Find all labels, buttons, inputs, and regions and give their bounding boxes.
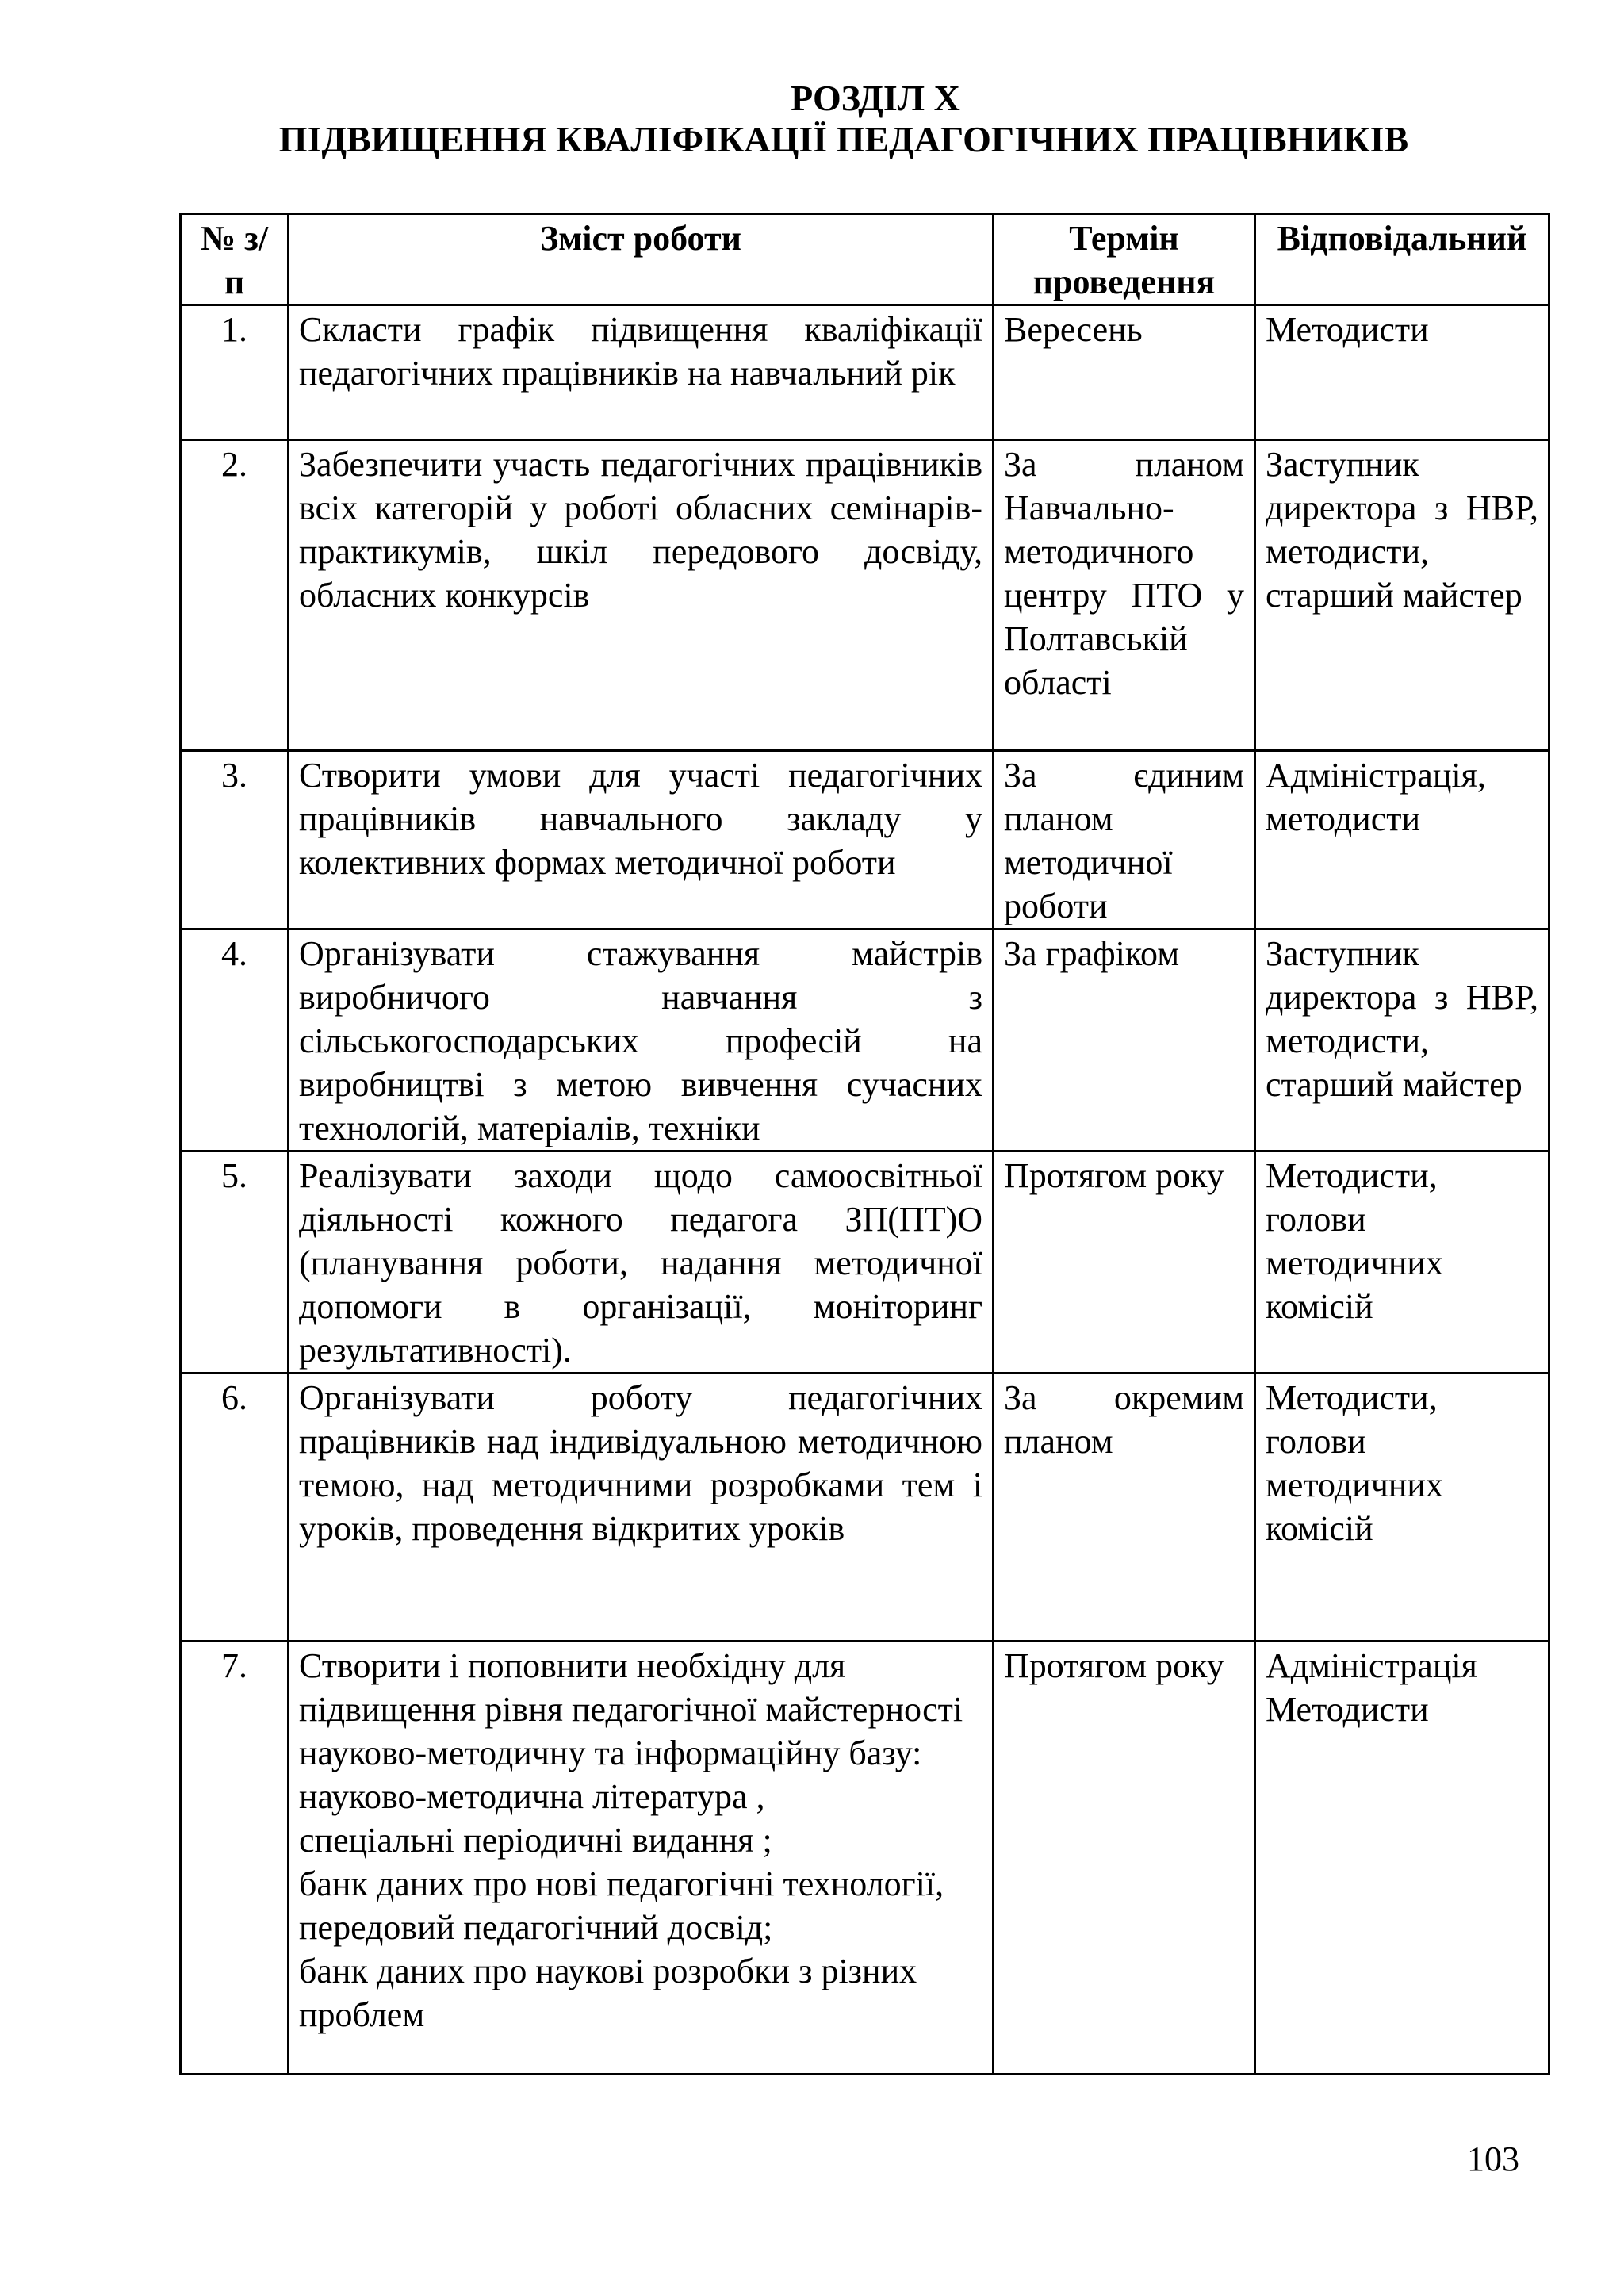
- content-line: Створити і поповнити необхідну для підвищення рівня педагогічної майстерності науково-методичну та інформаційну базу:: [299, 1646, 963, 1772]
- row-responsible: Заступник директора з НВР, методисти, старший майстер: [1255, 929, 1549, 1151]
- row-num: 5.: [181, 1151, 289, 1374]
- table-row: [181, 1642, 1549, 2075]
- row-num: 2.: [181, 440, 289, 751]
- row-num: 3.: [181, 751, 289, 929]
- table-row: [181, 751, 1549, 929]
- content-line: банк даних про наукові розробки з різних проблем: [299, 1952, 917, 2034]
- content-line: банк даних про нові педагогічні технології, передовий педагогічний досвід;: [299, 1864, 944, 1947]
- row-content: Створити умови для участі педагогічних працівників навчального закладу у колективних формах методичної роботи: [289, 751, 994, 929]
- row-responsible: Заступник директора з НВР, методисти, старший майстер: [1255, 440, 1549, 751]
- table-row: [181, 929, 1549, 1151]
- section-title: РОЗДІЛ X: [791, 78, 960, 118]
- row-term: За графіком: [994, 929, 1255, 1151]
- section-subtitle: ПІДВИЩЕННЯ КВАЛІФІКАЦІЇ ПЕДАГОГІЧНИХ ПРАЦІВНИКІВ: [278, 119, 1409, 159]
- row-term: Протягом року: [994, 1151, 1255, 1374]
- page-number: 103: [1467, 2140, 1519, 2178]
- responsible-line: Адміністрація: [1266, 1646, 1477, 1685]
- content-line: науково-методична література ,: [299, 1777, 765, 1816]
- row-responsible: Методисти, голови методичних комісій: [1255, 1151, 1549, 1374]
- row-term: За окремим планом: [994, 1374, 1255, 1642]
- row-num: 1.: [181, 305, 289, 440]
- row-num: 7.: [181, 1642, 289, 2075]
- header-num: № з/п: [181, 214, 289, 305]
- row-responsible: [1255, 1642, 1549, 2075]
- table-row: [181, 305, 1549, 440]
- row-content: Забезпечити участь педагогічних працівників всіх категорій у роботі обласних семінарів-практикумів, шкіл передового досвіду, обласних конкурсів: [289, 440, 994, 751]
- row-content: Організувати роботу педагогічних працівників над індивідуальною методичною темою, над методичними розробками тем і уроків, проведення відкритих уроків: [289, 1374, 994, 1642]
- row-content: Скласти графік підвищення кваліфікації педагогічних працівників на навчальний рік: [289, 305, 994, 440]
- header-responsible: Відповідальний: [1255, 214, 1549, 305]
- row-term: Вересень: [994, 305, 1255, 440]
- header-term: Термін проведення: [994, 214, 1255, 305]
- row-content: [289, 1642, 994, 2075]
- row-responsible: Методисти, голови методичних комісій: [1255, 1374, 1549, 1642]
- row-num: 4.: [181, 929, 289, 1151]
- table-row: [181, 1151, 1549, 1374]
- table-header-row: [181, 214, 1549, 305]
- row-term: Протягом року: [994, 1642, 1255, 2075]
- plan-table: [179, 213, 1550, 2075]
- table-row: [181, 440, 1549, 751]
- row-term: За єдиним планом методичної роботи: [994, 751, 1255, 929]
- header-content: Зміст роботи: [289, 214, 994, 305]
- table-row: [181, 1374, 1549, 1642]
- row-responsible: Адміністрація, методисти: [1255, 751, 1549, 929]
- row-content: Реалізувати заходи щодо самоосвітньої діяльності кожного педагога ЗП(ПТ)О (планування роботи, надання методичної допомоги в організації, моніторинг результативності).: [289, 1151, 994, 1374]
- row-term: За планом Навчально-методичного центру ПТО у Полтавській області: [994, 440, 1255, 751]
- content-line: спеціальні періодичні видання ;: [299, 1821, 772, 1860]
- row-content: Організувати стажування майстрів виробничого навчання з сільськогосподарських професій на виробництві з метою вивчення сучасних технологій, матеріалів, техніки: [289, 929, 994, 1151]
- row-responsible: Методисти: [1255, 305, 1549, 440]
- responsible-line: Методисти: [1266, 1690, 1429, 1729]
- row-num: 6.: [181, 1374, 289, 1642]
